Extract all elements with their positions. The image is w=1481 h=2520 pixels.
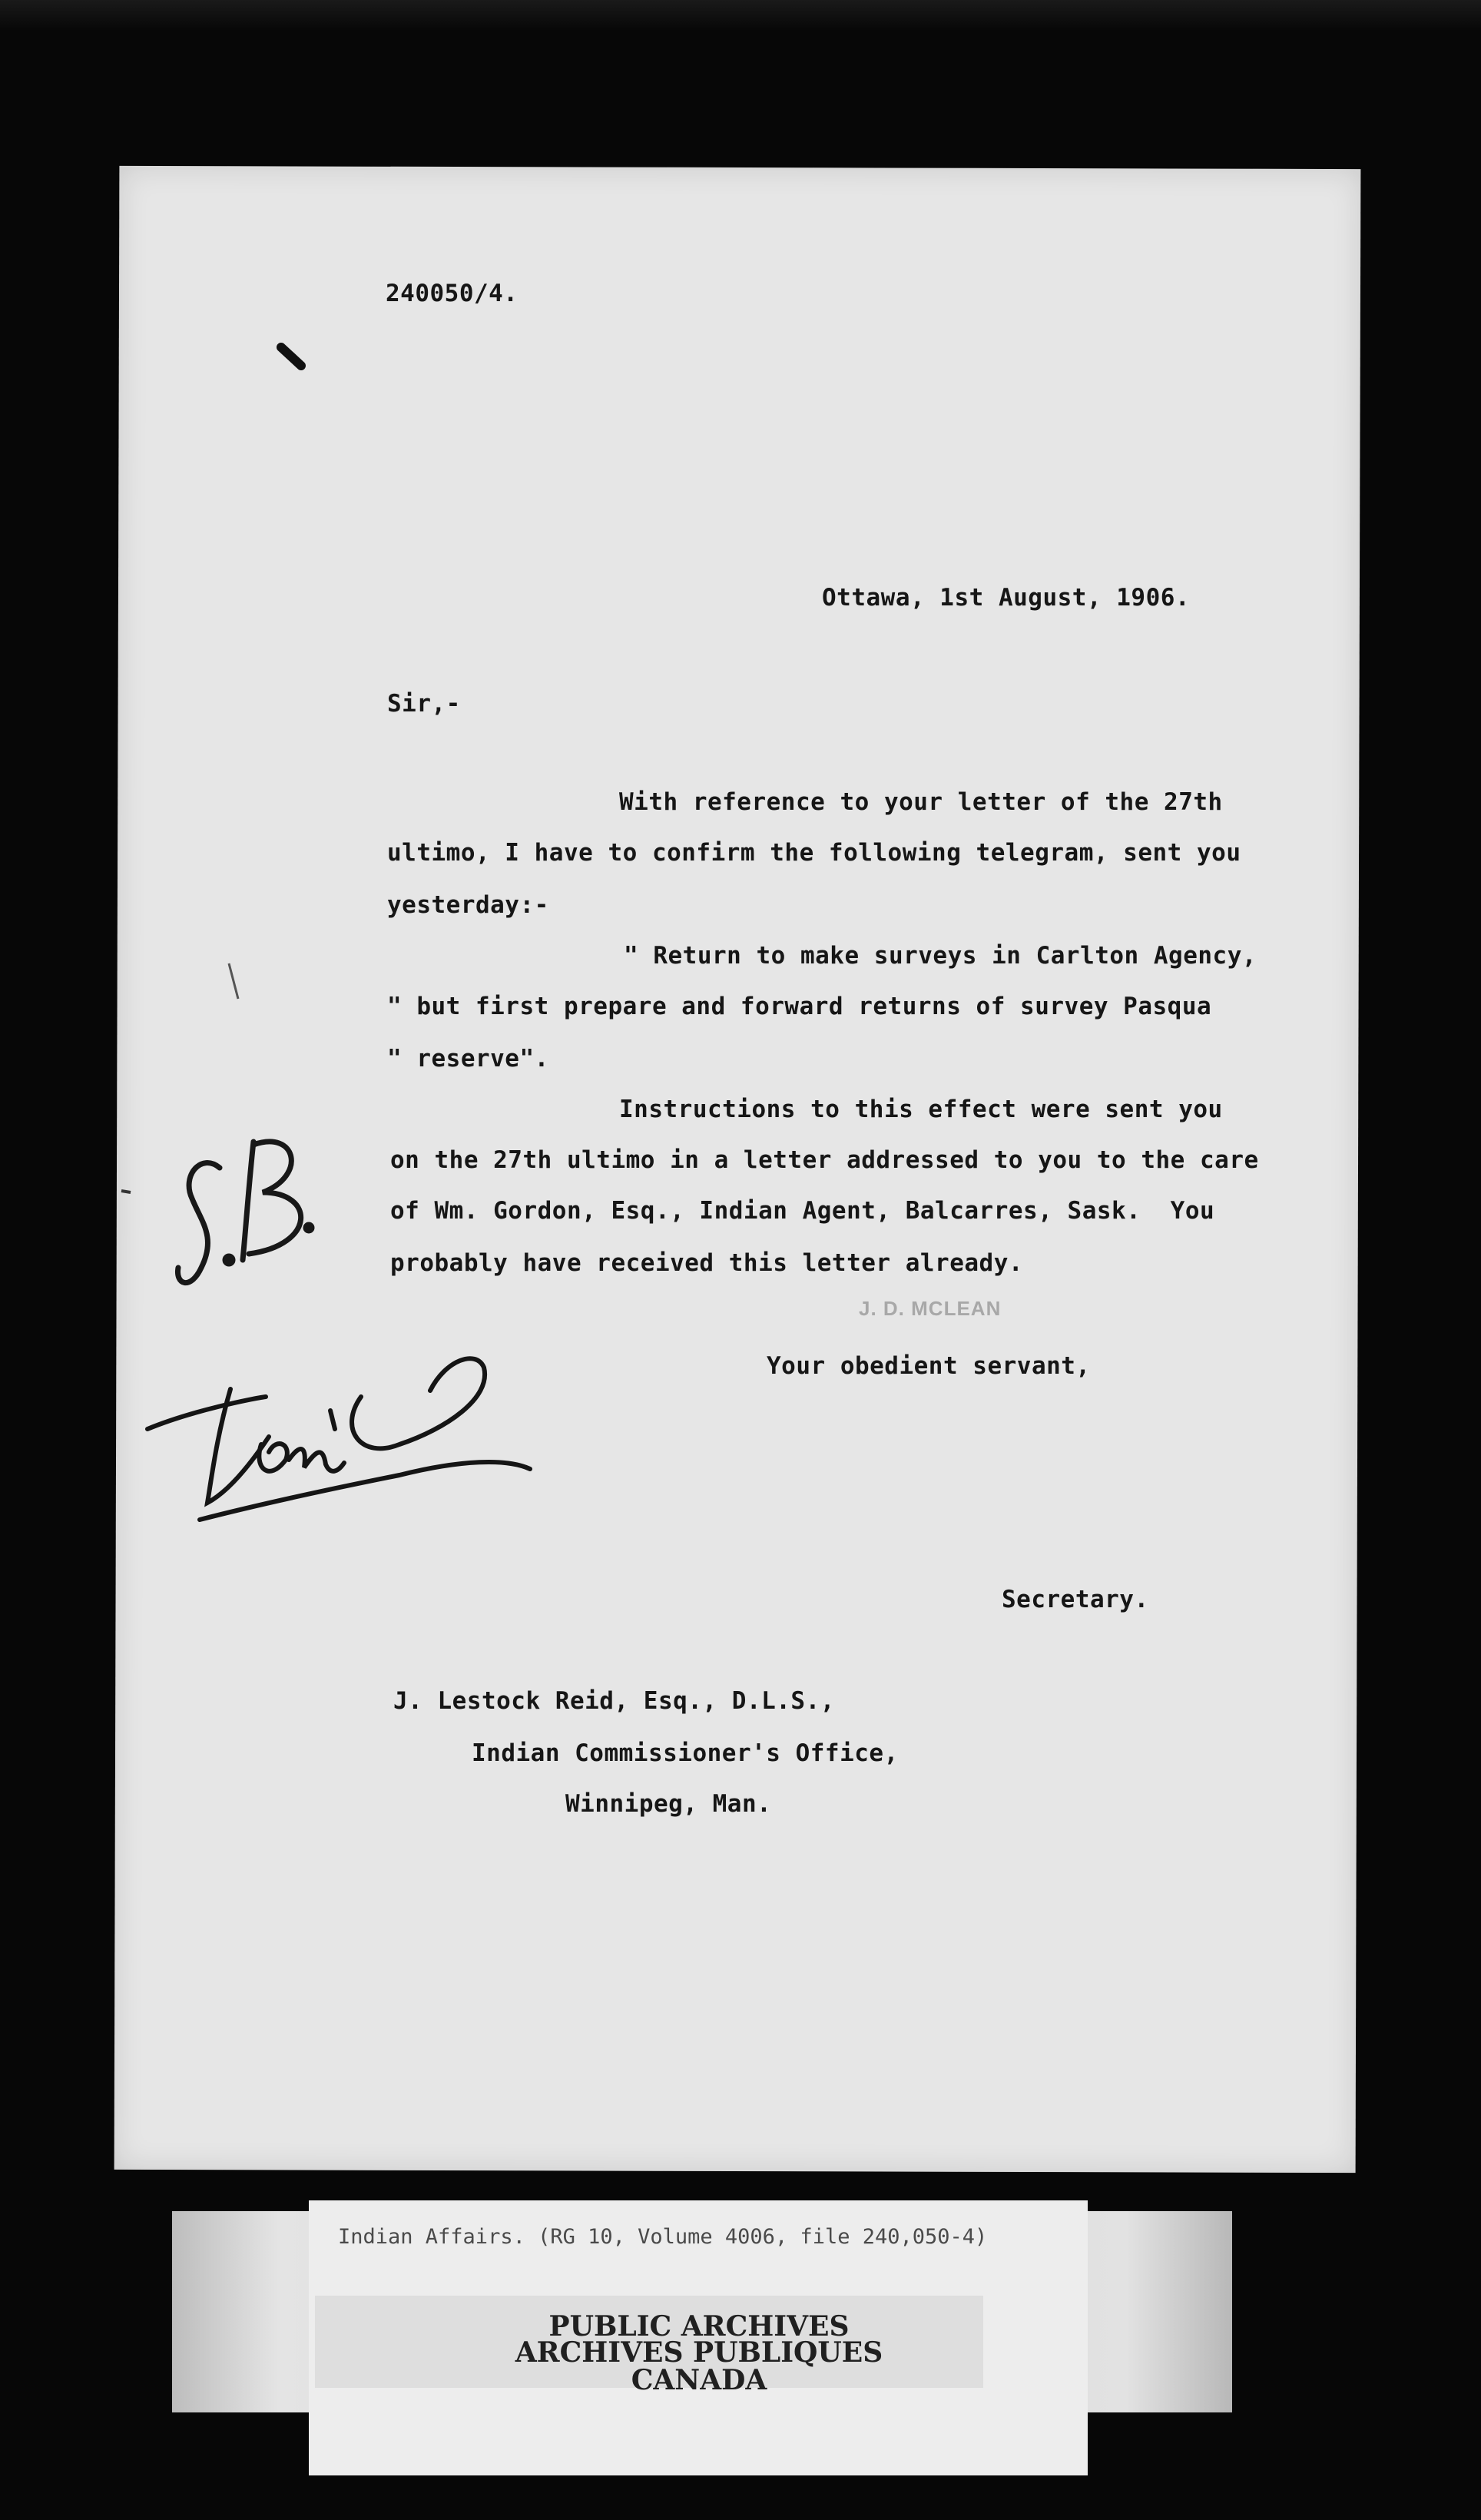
signatory-title: Secretary. [1002, 1586, 1149, 1613]
body-line: of Wm. Gordon, Esq., Indian Agent, Balcarres, Sask. You [390, 1197, 1215, 1225]
dateline: Ottawa, 1st August, 1906. [822, 584, 1191, 612]
salutation: Sir,- [387, 690, 461, 718]
signature-stamp: J. D. MCLEAN [859, 1297, 1002, 1320]
archive-stamp-line: PUBLIC ARCHIVES [548, 2310, 850, 2343]
address-line: J. Lestock Reid, Esq., D.L.S., [393, 1687, 835, 1715]
signature-handwriting [147, 1358, 530, 1520]
body-line: probably have received this letter already. [390, 1249, 1024, 1277]
body-line: yesterday:- [387, 891, 549, 919]
telegram-line: " reserve". [387, 1045, 549, 1073]
archive-stamp-line: ARCHIVES PUBLIQUES [515, 2336, 883, 2369]
address-line: Winnipeg, Man. [565, 1790, 772, 1818]
margin-tick [229, 963, 238, 999]
body-line: Instructions to this effect were sent you [619, 1096, 1223, 1123]
file-number: 240050/4. [386, 280, 519, 307]
initials-handwriting [177, 1142, 312, 1283]
ink-mark [281, 347, 301, 366]
closing: Your obedient servant, [767, 1352, 1091, 1380]
body-line: on the 27th ultimo in a letter addressed to you to the care [390, 1146, 1259, 1174]
body-line: With reference to your letter of the 27th [619, 788, 1223, 816]
telegram-line: " Return to make surveys in Carlton Agency, [624, 942, 1257, 970]
edge-mark [121, 1191, 131, 1192]
address-line: Indian Commissioner's Office, [472, 1739, 899, 1767]
body-line: ultimo, I have to confirm the following telegram, sent you [387, 839, 1241, 867]
archive-stamp-line: CANADA [631, 2364, 767, 2396]
telegram-line: " but first prepare and forward returns of survey Pasqua [387, 993, 1212, 1020]
archive-reference: Indian Affairs. (RG 10, Volume 4006, file 240,050-4) [338, 2225, 988, 2249]
